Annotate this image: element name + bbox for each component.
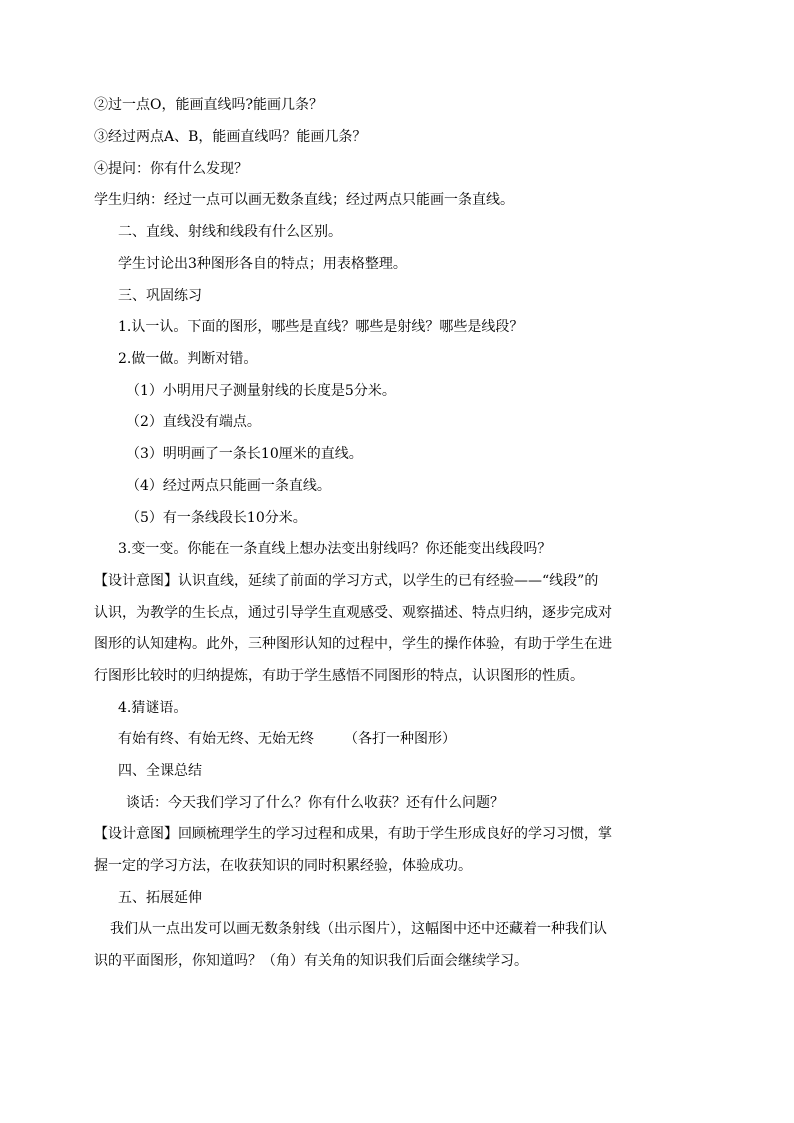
extension-line-2: 识的平面图形，你知道吗？（角）有关角的知识我们后面会继续学习。 (94, 953, 528, 969)
riddle-hint: （各打一种图形） (344, 731, 456, 747)
design-intent-1-line-3: 图形的认知建构。此外，三种图形认知的过程中，学生的操作体验，有助于学生在进 (94, 636, 612, 652)
exercise-3: 3.变一变。你能在一条直线上想办法变出射线吗？你还能变出线段吗？ (118, 541, 552, 557)
judgement-5: （5）有一条线段长10分米。 (126, 510, 307, 526)
text-line-1: ②过一点O，能画直线吗?能画几条？ (94, 97, 323, 113)
text-line-4: 学生归纳：经过一点可以画无数条直线；经过两点只能画一条直线。 (94, 192, 514, 208)
judgement-1: （1）小明用尺子测量射线的长度是5分米。 (126, 383, 396, 399)
design-intent-2-line-2: 握一定的学习方法，在收获知识的同时积累经验，体验成功。 (94, 858, 472, 874)
text-line-2: ③经过两点A、B，能画直线吗？能画几条？ (94, 129, 367, 145)
text-line-3: ④提问：你有什么发现？ (94, 161, 248, 177)
extension-line-1: 我们从一点出发可以画无数条射线（出示图片），这幅图中还中还藏着一种我们认 (110, 921, 607, 937)
design-intent-1-line-2: 认识，为教学的生长点，通过引导学生直观感受、观察描述、特点归纳，逐步完成对 (94, 605, 612, 621)
exercise-2: 2.做一做。判断对错。 (118, 351, 258, 367)
section-heading-5: 五、拓展延伸 (118, 890, 202, 906)
judgement-4: （4）经过两点只能画一条直线。 (126, 478, 331, 494)
design-intent-1-line-1: 【设计意图】认识直线，延续了前面的学习方式，以学生的已有经验——“线段”的 (94, 573, 599, 589)
judgement-2: （2）直线没有端点。 (126, 414, 261, 430)
riddle-text: 有始有终、有始无终、无始无终 (118, 731, 314, 747)
exercise-4: 4.猜谜语。 (118, 700, 188, 716)
text-line-6: 学生讨论出3种图形各自的特点；用表格整理。 (118, 256, 407, 272)
exercise-1: 1.认一认。下面的图形，哪些是直线？哪些是射线？哪些是线段？ (118, 319, 524, 335)
summary-talk: 谈话：今天我们学习了什么？你有什么收获？还有什么问题？ (126, 795, 504, 811)
judgement-3: （3）明明画了一条长10厘米的直线。 (126, 446, 363, 462)
riddle-line (0, 729, 794, 749)
section-heading-2: 二、直线、射线和线段有什么区别。 (118, 224, 342, 240)
section-heading-3: 三、巩固练习 (118, 288, 202, 304)
section-heading-4: 四、全课总结 (118, 763, 202, 779)
design-intent-1-line-4: 行图形比较时的归纳提炼，有助于学生感悟不同图形的特点，认识图形的性质。 (94, 668, 584, 684)
design-intent-2-line-1: 【设计意图】回顾梳理学生的学习过程和成果，有助于学生形成良好的学习习惯，掌 (94, 826, 612, 842)
